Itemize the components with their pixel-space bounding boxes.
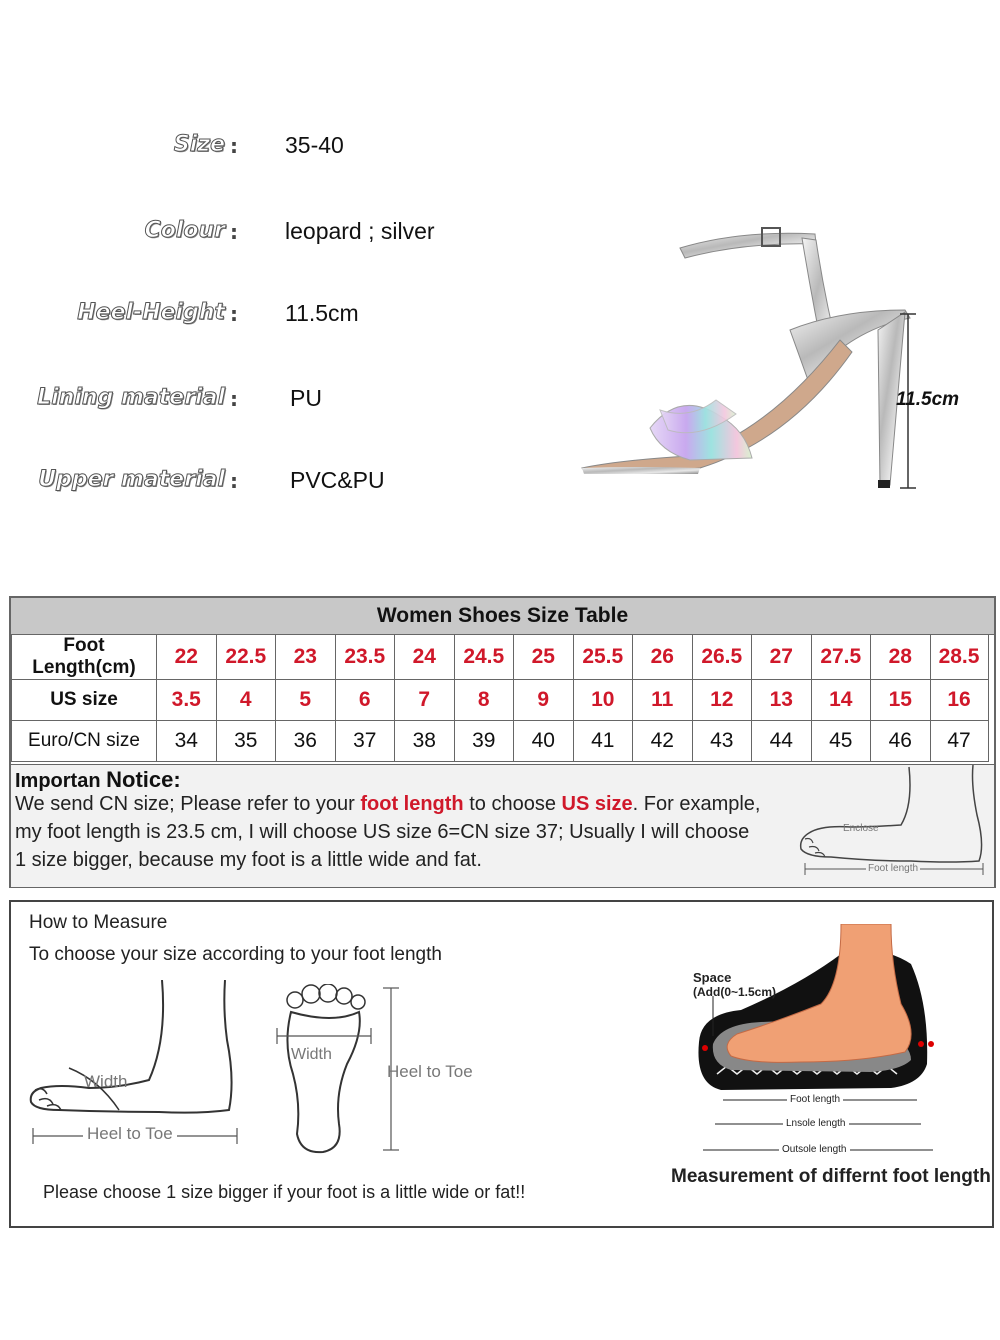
measure-title: How to Measure bbox=[29, 912, 168, 933]
size-cell: 4 bbox=[216, 680, 276, 721]
spec-row bbox=[0, 385, 560, 425]
notice-highlight-foot-length: foot length bbox=[360, 793, 464, 815]
space-add-label bbox=[693, 985, 776, 999]
outsole-length-line-label: Outsole length bbox=[779, 1144, 850, 1155]
spec-colon: : bbox=[230, 469, 238, 493]
spec-colon: : bbox=[230, 387, 238, 411]
measure-subtitle: To choose your size according to your foot length bbox=[29, 944, 442, 965]
size-cell: 40 bbox=[514, 721, 574, 762]
size-cell: 41 bbox=[573, 721, 633, 762]
notice-area bbox=[11, 764, 994, 887]
foot-length-label: Foot length bbox=[868, 863, 919, 874]
size-cell: 39 bbox=[454, 721, 514, 762]
size-row-header: US size bbox=[12, 680, 157, 721]
spec-value: PVC&PU bbox=[290, 467, 385, 493]
size-cell: 37 bbox=[335, 721, 395, 762]
space-add-text: (Add(0~1.5cm) bbox=[693, 985, 777, 999]
measure-footer-note: Please choose 1 size bigger if your foot is a little wide or fat!! bbox=[43, 1182, 526, 1202]
size-cell: 6 bbox=[335, 680, 395, 721]
spec-value: leopard ; silver bbox=[285, 218, 435, 244]
spec-colon: : bbox=[230, 302, 238, 326]
size-cell: 47 bbox=[930, 721, 988, 762]
spec-label: Colour bbox=[144, 218, 225, 243]
size-cell: 23 bbox=[276, 635, 336, 680]
size-table-header bbox=[11, 598, 994, 635]
notice-line-2: my foot length is 23.5 cm, I will choose US size 6=CN size 37; Usually I will choose bbox=[15, 821, 750, 843]
spec-row bbox=[0, 218, 560, 258]
size-cell: 8 bbox=[454, 680, 514, 721]
spec-value: 11.5cm bbox=[285, 300, 359, 326]
notice-line-3: 1 size bigger, because my foot is a little wide and fat. bbox=[15, 849, 482, 871]
notice-highlight-us-size: US size bbox=[561, 793, 633, 815]
spec-label: Size bbox=[173, 132, 225, 157]
size-cell: 46 bbox=[871, 721, 931, 762]
foot-length-line-label: Foot length bbox=[787, 1094, 843, 1105]
size-cell: 13 bbox=[752, 680, 812, 721]
size-cell: 28.5 bbox=[930, 635, 988, 680]
size-table-title: Women Shoes Size Table bbox=[376, 604, 629, 627]
size-table-row bbox=[12, 635, 989, 680]
notice-line-1 bbox=[15, 793, 760, 816]
size-cell: 9 bbox=[514, 680, 574, 721]
notice-text: to choose bbox=[463, 793, 562, 815]
width-label-side: Width bbox=[84, 1072, 128, 1091]
foot-enclose-label: Enclose bbox=[843, 823, 879, 834]
size-cell: 28 bbox=[871, 635, 931, 680]
size-cell: 10 bbox=[573, 680, 633, 721]
notice-text: . For example, bbox=[632, 793, 761, 815]
size-cell: 7 bbox=[395, 680, 455, 721]
heel-to-toe-label-sole: Heel to Toe bbox=[387, 1062, 473, 1081]
size-table-row bbox=[12, 721, 989, 762]
spec-value: PU bbox=[290, 385, 322, 411]
size-cell: 23.5 bbox=[335, 635, 395, 680]
size-cell: 15 bbox=[871, 680, 931, 721]
size-cell: 36 bbox=[276, 721, 336, 762]
measure-caption: Measurement of differnt foot length bbox=[671, 1166, 991, 1187]
shoe-image bbox=[540, 190, 980, 550]
size-cell: 22.5 bbox=[216, 635, 276, 680]
spec-colon: : bbox=[230, 134, 238, 158]
spec-row bbox=[0, 300, 560, 340]
size-table-row bbox=[12, 680, 989, 721]
size-cell: 42 bbox=[633, 721, 693, 762]
width-label-sole: Width bbox=[291, 1046, 332, 1063]
spec-row bbox=[0, 132, 560, 172]
notice-text: We send CN size; Please refer to your bbox=[15, 793, 361, 815]
spec-row bbox=[0, 467, 560, 507]
size-cell: 26.5 bbox=[692, 635, 752, 680]
size-cell: 45 bbox=[811, 721, 871, 762]
size-cell: 25.5 bbox=[573, 635, 633, 680]
size-cell: 3.5 bbox=[157, 680, 217, 721]
size-cell: 34 bbox=[157, 721, 217, 762]
size-cell: 14 bbox=[811, 680, 871, 721]
size-cell: 38 bbox=[395, 721, 455, 762]
size-cell: 5 bbox=[276, 680, 336, 721]
notice-title bbox=[15, 767, 181, 793]
size-row-header: Euro/CN size bbox=[12, 721, 157, 762]
spec-label: Heel-Height bbox=[77, 300, 225, 325]
sandal-illustration bbox=[540, 190, 980, 550]
size-cell: 44 bbox=[752, 721, 812, 762]
heel-height-label: 11.5cm bbox=[896, 389, 960, 410]
notice-title-word: Notice: bbox=[106, 767, 181, 792]
size-cell: 27 bbox=[752, 635, 812, 680]
size-table bbox=[11, 634, 989, 762]
spec-value: 35-40 bbox=[285, 132, 344, 158]
spec-label: Lining material bbox=[37, 385, 225, 410]
size-row-header: Foot Length(cm) bbox=[12, 635, 157, 680]
notice-title-prefix: Importan bbox=[15, 770, 101, 792]
size-cell: 35 bbox=[216, 721, 276, 762]
size-table-panel bbox=[9, 596, 996, 888]
size-cell: 25 bbox=[514, 635, 574, 680]
size-cell: 24 bbox=[395, 635, 455, 680]
spec-label: Upper material bbox=[38, 467, 225, 492]
insole-length-line-label: Lnsole length bbox=[783, 1118, 849, 1129]
size-cell: 11 bbox=[633, 680, 693, 721]
size-cell: 43 bbox=[692, 721, 752, 762]
heel-to-toe-label-side: Heel to Toe bbox=[83, 1124, 177, 1144]
size-cell: 24.5 bbox=[454, 635, 514, 680]
size-cell: 16 bbox=[930, 680, 988, 721]
size-cell: 27.5 bbox=[811, 635, 871, 680]
size-cell: 12 bbox=[692, 680, 752, 721]
measure-panel bbox=[9, 900, 994, 1228]
spec-colon: : bbox=[230, 220, 238, 244]
size-cell: 22 bbox=[157, 635, 217, 680]
space-label: Space bbox=[693, 970, 732, 985]
size-cell: 26 bbox=[633, 635, 693, 680]
